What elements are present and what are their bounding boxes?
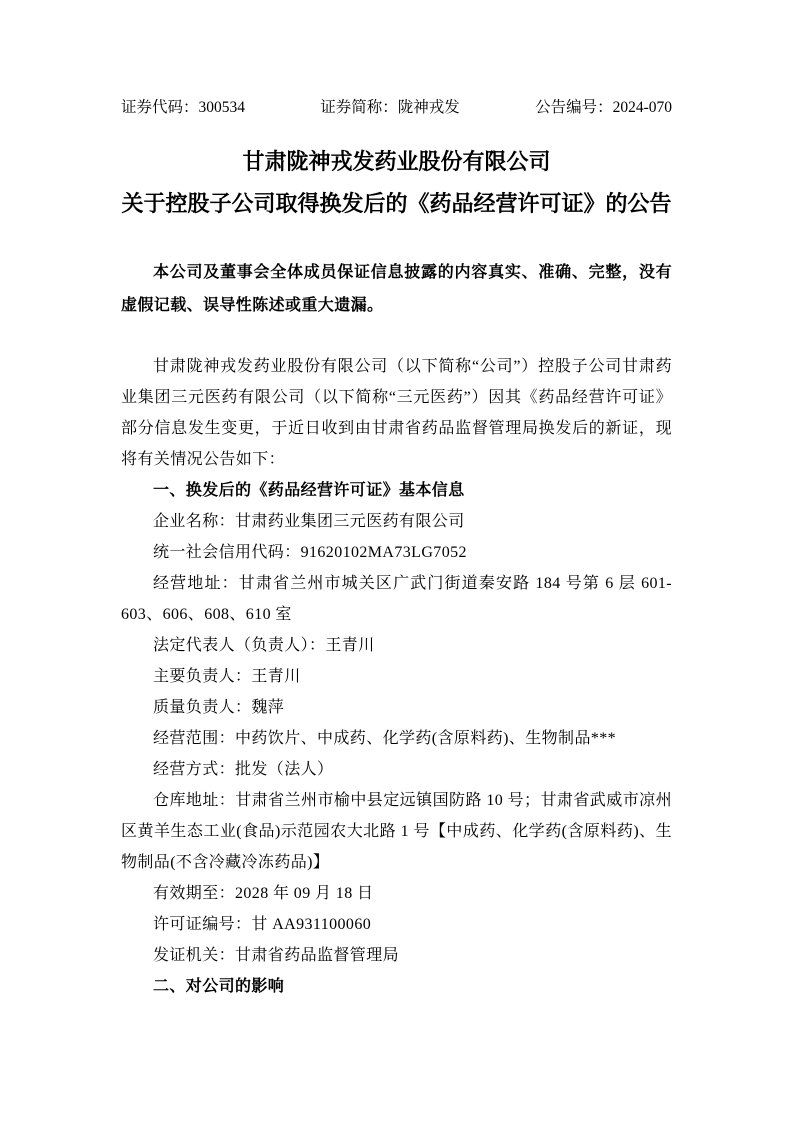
document-subtitle: 关于控股子公司取得换发后的《药品经营许可证》的公告 <box>121 191 672 216</box>
section-2-heading: 二、对公司的影响 <box>153 978 285 995</box>
license-info-list <box>121 506 672 971</box>
document-header <box>121 97 672 118</box>
license-info-item: 质量负责人：魏萍 <box>153 699 285 716</box>
document-title: 甘肃陇神戎发药业股份有限公司 <box>242 149 551 174</box>
stock-abbreviation: 证券简称：陇神戎发 <box>320 99 460 116</box>
license-info-item: 经营范围：中药饮片、中成药、化学药(含原料药)、生物制品*** <box>153 730 617 747</box>
intro-paragraph: 甘肃陇神戎发药业股份有限公司（以下简称“公司”）控股子公司甘肃药业集团三元医药有限公司（以下简称“三元医药”）因其《药品经营许可证》部分信息发生变更，于近日收到由甘肃省药品监督管理局换发后的新证，现将有关情况公告如下： <box>121 358 672 468</box>
license-info-item: 主要负责人：王青川 <box>153 668 301 685</box>
license-info-item: 发证机关：甘肃省药品监督管理局 <box>153 947 400 964</box>
license-info-item: 企业名称：甘肃药业集团三元医药有限公司 <box>153 513 465 530</box>
license-info-item: 经营地址：甘肃省兰州市城关区广武门街道秦安路 184 号第 6 层 601-603、606、608、610 室 <box>121 575 672 623</box>
license-info-item: 仓库地址：甘肃省兰州市榆中县定远镇国防路 10 号；甘肃省武威市凉州区黄羊生态工业(食品)示范园农大北路 1 号【中成药、化学药(含原料药)、生物制品(不含冷藏冷冻药品)】 <box>121 792 672 871</box>
license-info-item: 许可证编号：甘 AA931100060 <box>153 916 372 933</box>
license-info-item: 法定代表人（负责人）：王青川 <box>153 637 375 654</box>
license-info-item: 经营方式：批发（法人） <box>153 761 334 778</box>
disclaimer-paragraph: 本公司及董事会全体成员保证信息披露的内容真实、准确、完整，没有虚假记载、误导性陈述或重大遗漏。 <box>121 264 672 314</box>
section-1-heading: 一、换发后的《药品经营许可证》基本信息 <box>153 482 465 499</box>
stock-code: 证券代码：300534 <box>121 99 246 116</box>
license-info-item: 有效期至：2028 年 09 月 18 日 <box>153 885 374 902</box>
license-info-item: 统一社会信用代码：91620102MA73LG7052 <box>153 544 467 561</box>
announcement-number: 公告编号：2024-070 <box>535 99 672 116</box>
